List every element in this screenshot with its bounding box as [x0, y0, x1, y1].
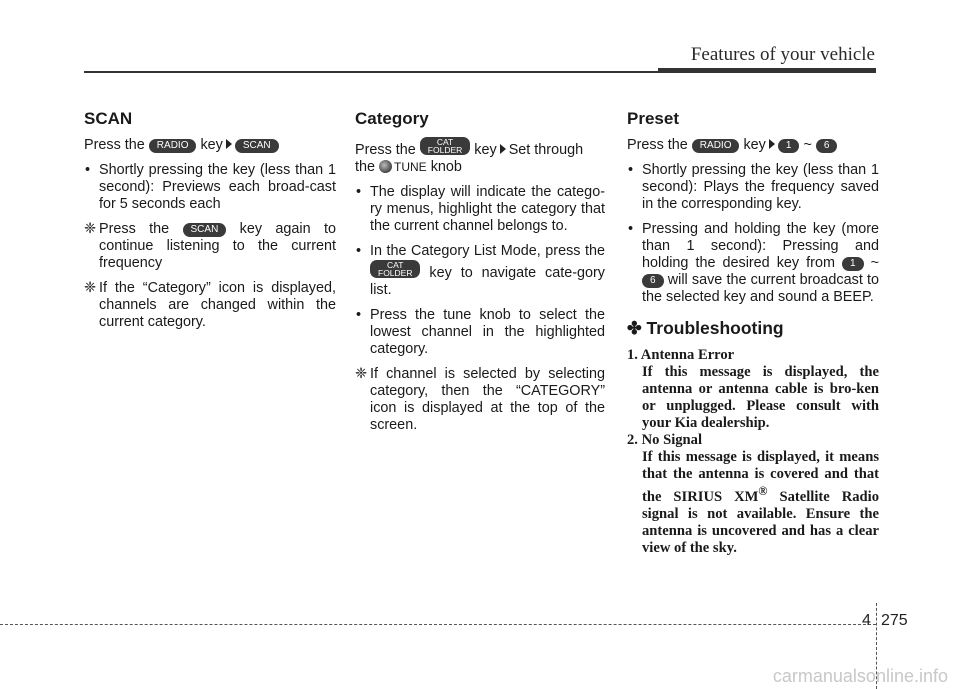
- category-bullet-2-text-a: In the Category List Mode, press the: [370, 243, 605, 259]
- cross-icon: ✤: [627, 318, 642, 338]
- footer-rule: [0, 624, 876, 625]
- bullet-mark: •: [85, 162, 91, 178]
- watermark: carmanualsonline.info: [772, 666, 948, 686]
- category-bullet-2: [355, 243, 605, 299]
- folder-label: FOLDER: [378, 268, 413, 278]
- scan-key-icon: SCAN: [235, 139, 279, 153]
- category-bullet-1-text: The display will indicate the catego-ry menus, highlight the category that the current channel belongs to.: [370, 184, 605, 234]
- scan-instruction: [84, 137, 336, 154]
- category-press-text: Press the: [355, 142, 416, 158]
- scan-key-text: key: [200, 137, 223, 153]
- registered-mark: ®: [758, 484, 768, 498]
- trouble-item-body: [642, 449, 879, 557]
- bullet-mark: •: [628, 162, 634, 178]
- arrow-icon: [769, 139, 775, 149]
- category-key-text: key: [474, 142, 497, 158]
- note-mark: ❈: [84, 280, 97, 296]
- category-section: [355, 110, 605, 442]
- preset-6-key-icon: 6: [642, 274, 664, 288]
- preset-1-key-icon: 1: [842, 257, 864, 271]
- preset-1-key-icon: 1: [778, 139, 800, 153]
- troubleshooting-heading: [627, 320, 879, 337]
- category-bullet-1: [355, 184, 605, 235]
- radio-key-icon: RADIO: [692, 139, 740, 153]
- category-note-1-text: If channel is selected by selecting category, then the “CATEGORY” icon is displayed at the top of the screen.: [370, 366, 605, 433]
- tilde-text: ~: [803, 137, 812, 153]
- arrow-icon: [226, 139, 232, 149]
- troubleshooting-section: [627, 320, 879, 557]
- preset-bullet-2-text-a: Pressing and holding the key (more than 1 second): Pressing and holding the desired key from: [642, 221, 879, 271]
- cat-label: CAT: [387, 260, 404, 270]
- page-number: 275: [881, 612, 908, 629]
- trouble-item-body-b: Satellite Radio signal is not available. Ensure the antenna is uncovered and has a clear view of the sky.: [642, 488, 879, 556]
- category-note-1: [355, 366, 605, 434]
- scan-note-2-text: If the “Category” icon is displayed, channels are changed within the current category.: [99, 280, 336, 330]
- category-knob-text: knob: [430, 159, 462, 175]
- bullet-mark: •: [356, 243, 362, 259]
- cat-folder-key-icon: [420, 137, 470, 155]
- bullet-mark: •: [356, 307, 362, 323]
- scan-note-1-text-a: Press the: [99, 221, 170, 237]
- trouble-item-body-a: If this message is displayed, it means that the antenna is covered and that the SIRIUS XM: [642, 449, 879, 505]
- trouble-item-body: If this message is displayed, the antenna or antenna cable is bro-ken or unplugged. Please consult with your Kia dealership.: [642, 364, 879, 431]
- trouble-item-title: 2. No Signal: [627, 432, 703, 448]
- scan-key-icon: SCAN: [183, 223, 227, 237]
- chapter-number: 4: [862, 612, 871, 629]
- bullet-mark: •: [356, 184, 362, 200]
- cat-folder-key-icon: [370, 260, 420, 278]
- tilde-text: ~: [870, 255, 880, 271]
- trouble-item-title: 1. Antenna Error: [627, 347, 735, 363]
- preset-bullet-1: [627, 162, 879, 213]
- tune-label: TUNE: [394, 160, 427, 174]
- preset-heading: Preset: [627, 109, 679, 128]
- category-bullet-2-text-b: key to navigate cate-gory list.: [370, 265, 605, 298]
- header-rule-accent: [658, 68, 876, 73]
- scan-heading: SCAN: [84, 109, 133, 128]
- scan-note-2: [84, 280, 336, 331]
- preset-bullet-2-text-b: will save the current broadcast to the selected key and sound a BEEP.: [642, 272, 880, 305]
- preset-section: [627, 110, 879, 557]
- category-bullet-3: [355, 307, 605, 358]
- tune-knob-icon: [379, 160, 392, 173]
- preset-key-text: key: [743, 137, 766, 153]
- preset-press-text: Press the: [627, 137, 688, 153]
- category-bullet-3-text: Press the tune knob to select the lowest channel in the highlighted category.: [370, 307, 605, 357]
- scan-note-1: [84, 221, 336, 272]
- preset-bullet-1-text: Shortly pressing the key (less than 1 second): Plays the frequency saved in the corresponding key.: [642, 162, 879, 212]
- radio-key-icon: RADIO: [149, 139, 197, 153]
- folder-label: FOLDER: [427, 145, 463, 155]
- scan-bullet-1-text: Shortly pressing the key (less than 1 second): Previews each broad-cast for 5 seconds each: [99, 162, 336, 212]
- troubleshooting-title: Troubleshooting: [646, 318, 784, 338]
- cat-label: CAT: [436, 137, 454, 147]
- category-instruction: [355, 137, 605, 176]
- scan-press-text: Press the: [84, 137, 145, 153]
- category-set-text: Set through the: [355, 142, 584, 175]
- preset-bullet-2: [627, 221, 879, 306]
- note-mark: ❈: [355, 366, 368, 382]
- arrow-icon: [500, 144, 506, 154]
- troubleshooting-list: [627, 347, 879, 557]
- bullet-mark: •: [628, 221, 634, 237]
- note-mark: ❈: [84, 221, 97, 237]
- running-header: Features of your vehicle: [690, 44, 875, 65]
- scan-section: [84, 110, 336, 339]
- category-heading: Category: [355, 109, 429, 128]
- scan-note-1-text-b: key again to continue listening to the current frequency: [99, 221, 336, 271]
- preset-instruction: [627, 137, 879, 154]
- preset-6-key-icon: 6: [816, 139, 838, 153]
- scan-bullet-1: [84, 162, 336, 213]
